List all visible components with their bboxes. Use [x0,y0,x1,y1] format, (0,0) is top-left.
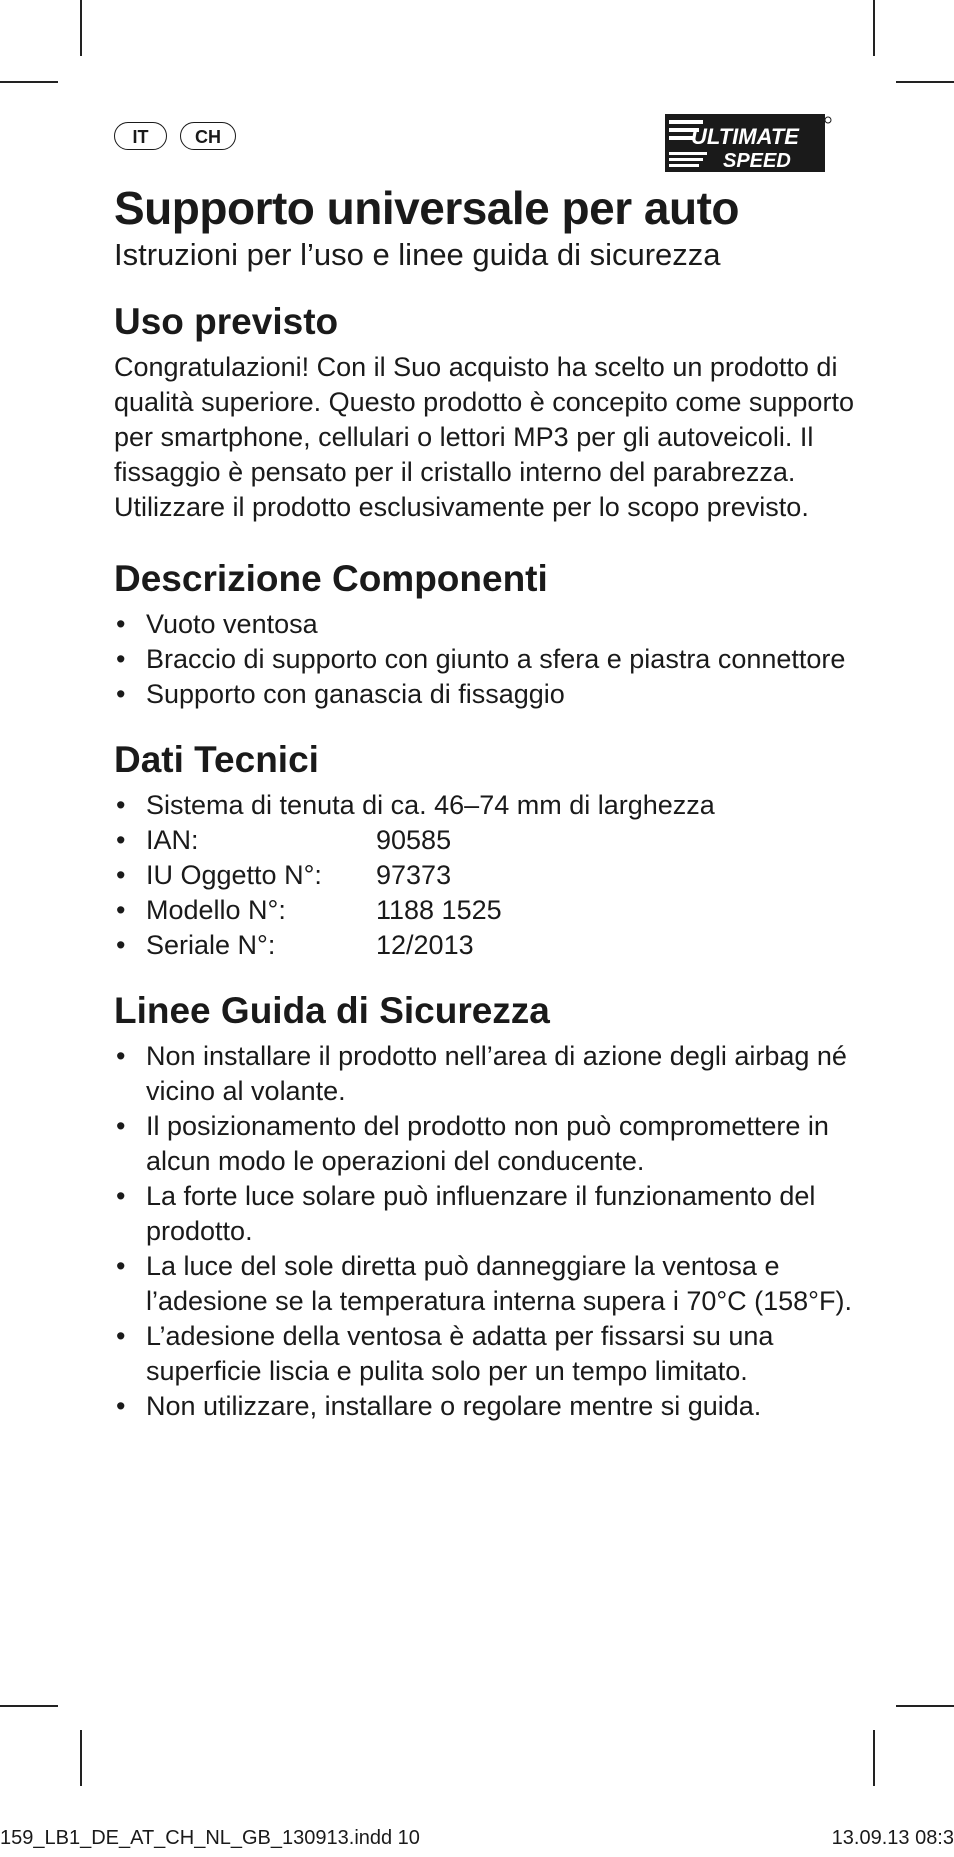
spec-row [114,893,854,928]
spec-label: • Seriale N°: [146,930,276,960]
crop-mark [873,1730,875,1786]
componenti-list [114,607,854,712]
sicurezza-list [114,1039,854,1424]
spec-row [114,858,854,893]
main-content [114,180,854,1424]
list-item: • Non installare il prodotto nell’area di azione degli airbag né vicino al volante. [114,1039,854,1109]
list-item: • La forte luce solare può influenzare il funzionamento del prodotto. [114,1179,854,1249]
heading-sicurezza: Linee Guida di Sicurezza [114,990,550,1031]
country-badge-ch: CH [180,122,236,150]
spec-label: • IU Oggetto N°: [146,860,322,890]
heading-dati-tecnici: Dati Tecnici [114,739,319,780]
footer-date: 13.09.13 08:3 [831,1827,954,1849]
heading-componenti: Descrizione Componenti [114,558,548,599]
list-item: • Supporto con ganascia di fissaggio [114,677,854,712]
heading-uso-previsto: Uso previsto [114,301,339,342]
crop-mark [896,81,954,83]
footer-file-info: 159_LB1_DE_AT_CH_NL_GB_130913.indd 10 [0,1827,420,1849]
list-item: • Il posizionamento del prodotto non può compromettere in alcun modo le operazioni del conducente. [114,1109,854,1179]
spec-label: • Modello N°: [146,895,286,925]
list-item: • Vuoto ventosa [114,607,854,642]
list-item: • Non utilizzare, installare o regolare mentre si guida. [114,1389,854,1424]
page-subtitle: Istruzioni per l’uso e linee guida di sicurezza [114,237,721,272]
spec-value: 97373 [376,860,452,890]
country-badge-it: IT [114,122,167,150]
brand-line2: SPEED [723,150,791,172]
list-item: • La luce del sole diretta può danneggiare la ventosa e l’adesione se la temperatura interna supera i 70°C (158°F). [114,1249,854,1319]
page-title: Supporto universale per auto [114,182,739,234]
spec-value: 90585 [376,825,452,855]
uso-previsto-text: Congratulazioni! Con il Suo acquisto ha scelto un prodotto di qualità superiore. Questo prodotto è concepito come supporto per smartphone, cellulari o lettori MP3 per gli autoveicoli. Il fissaggio è pensato per il cristallo interno del parabrezza. Utilizzare il prodotto esclusivamente per lo scopo previsto. [114,352,854,522]
spec-value: 12/2013 [376,930,474,960]
crop-mark [896,1705,954,1707]
spec-label: • IAN: [146,825,199,855]
spec-value: 1188 1525 [376,895,502,925]
crop-mark [80,1730,82,1786]
spec-row [114,928,854,963]
dati-list [114,788,854,963]
brand-logo [665,114,832,172]
list-item: • L’adesione della ventosa è adatta per fissarsi su una superficie liscia e pulita solo per un tempo limitato. [114,1319,854,1389]
list-item: • Braccio di supporto con giunto a sfera e piastra connettore [114,642,854,677]
list-item: • Sistema di tenuta di ca. 46–74 mm di larghezza [114,788,854,823]
crop-mark [0,81,58,83]
spec-row [114,823,854,858]
crop-mark [0,1705,58,1707]
crop-mark [80,0,82,56]
crop-mark [873,0,875,56]
brand-line1: ULTIMATE [691,124,799,149]
